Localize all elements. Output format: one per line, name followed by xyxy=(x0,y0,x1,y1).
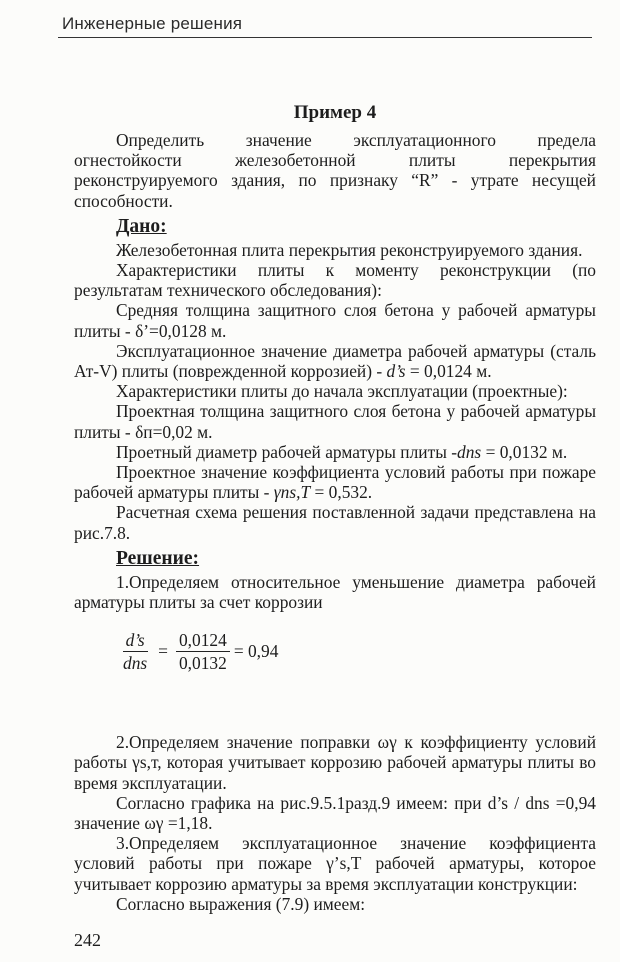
running-header: Инженерные решения xyxy=(62,14,243,33)
ratio-result: = 0,94 xyxy=(233,641,279,662)
value-numerator: 0,0124 xyxy=(176,629,230,652)
solution-step-1: 1.Определяем относительное уменьшение диаметра рабочей арматуры плиты за счет коррозии xyxy=(74,571,596,613)
given-heading: Дано: xyxy=(116,215,167,237)
fraction-denominator: dns xyxy=(123,652,148,673)
given-8-value: = 0,532. xyxy=(314,482,373,503)
solution-step-3: 3.Определяем эксплуатационное значение коэффициента условий работы при пожаре γ’s,T рабочей арматуры, которое учитывает коррозию арматуры за время эксплуатации конструкции: xyxy=(74,833,596,894)
ratio-formula xyxy=(116,622,596,680)
given-paragraph-7 xyxy=(74,442,596,462)
given-6-value: δп=0,02 м. xyxy=(135,421,213,442)
given-paragraph-2: Характеристики плиты к моменту реконструкции (по результатам технического обследования): xyxy=(74,260,596,301)
given-6-text: Проектная толщина защитного слоя бетона у рабочей арматуры плиты - xyxy=(74,401,596,442)
task-paragraph: Определить значение эксплуатационного предела огнестойкости железобетонной плиты перекрытия реконструируемого здания, по признаку “R” - утрате несущей способности. xyxy=(74,130,596,211)
formula-spacing xyxy=(74,680,596,732)
given-8-symbol: γns,T xyxy=(273,482,311,503)
given-paragraph-3 xyxy=(74,300,596,340)
given-paragraph-5: Характеристики плиты до начала эксплуатации (проектные): xyxy=(116,381,568,402)
given-paragraph-4 xyxy=(74,341,596,381)
given-4-text: Эксплуатационное значение диаметра рабочей арматуры (сталь Ат-V) плиты (поврежденной коррозией) - xyxy=(74,340,596,382)
given-8-text: Проектное значение коэффициента условий работы при пожаре рабочей арматуры плиты - xyxy=(74,462,596,503)
value-ratio-fraction xyxy=(176,629,230,674)
page-body xyxy=(74,102,596,914)
value-denominator: 0,0132 xyxy=(178,652,227,673)
equals-sign: = xyxy=(158,641,168,662)
given-7-symbol: dns xyxy=(457,441,482,462)
solution-heading: Решение: xyxy=(116,547,200,569)
given-paragraph-1: Железобетонная плита перекрытия реконструируемого здания. xyxy=(116,239,583,260)
given-paragraph-9: Расчетная схема решения поставленной задачи представлена на рис.7.8. xyxy=(74,502,596,543)
solution-step-2: 2.Определяем значение поправки ωγ к коэффициенту условий работы γs,т, которая учитывает коррозию рабочей арматуры плиты во время эксплуатации. xyxy=(74,732,596,793)
page-number: 242 xyxy=(74,930,101,950)
solution-step-2b: Согласно графика на рис.9.5.1разд.9 имеем: при d’s / dns =0,94 значение ωγ =1,18. xyxy=(74,792,596,834)
given-3-value: δ’=0,0128 м. xyxy=(135,320,227,341)
given-paragraph-8 xyxy=(74,462,596,502)
given-4-value: = 0,0124 м. xyxy=(409,361,492,382)
example-title: Пример 4 xyxy=(293,102,377,123)
solution-step-3b: Согласно выражения (7.9) имеем: xyxy=(116,893,366,914)
given-4-symbol: d’s xyxy=(386,361,406,382)
given-7-value: = 0,0132 м. xyxy=(485,441,568,462)
diameter-ratio-fraction xyxy=(120,629,150,674)
given-paragraph-6 xyxy=(74,401,596,441)
fraction-numerator: d’s xyxy=(123,629,148,652)
header-rule xyxy=(58,37,592,38)
given-3-text: Средняя толщина защитного слоя бетона у рабочей арматуры плиты - xyxy=(74,300,596,341)
given-7-text: Проетный диаметр рабочей арматуры плиты - xyxy=(116,441,458,462)
